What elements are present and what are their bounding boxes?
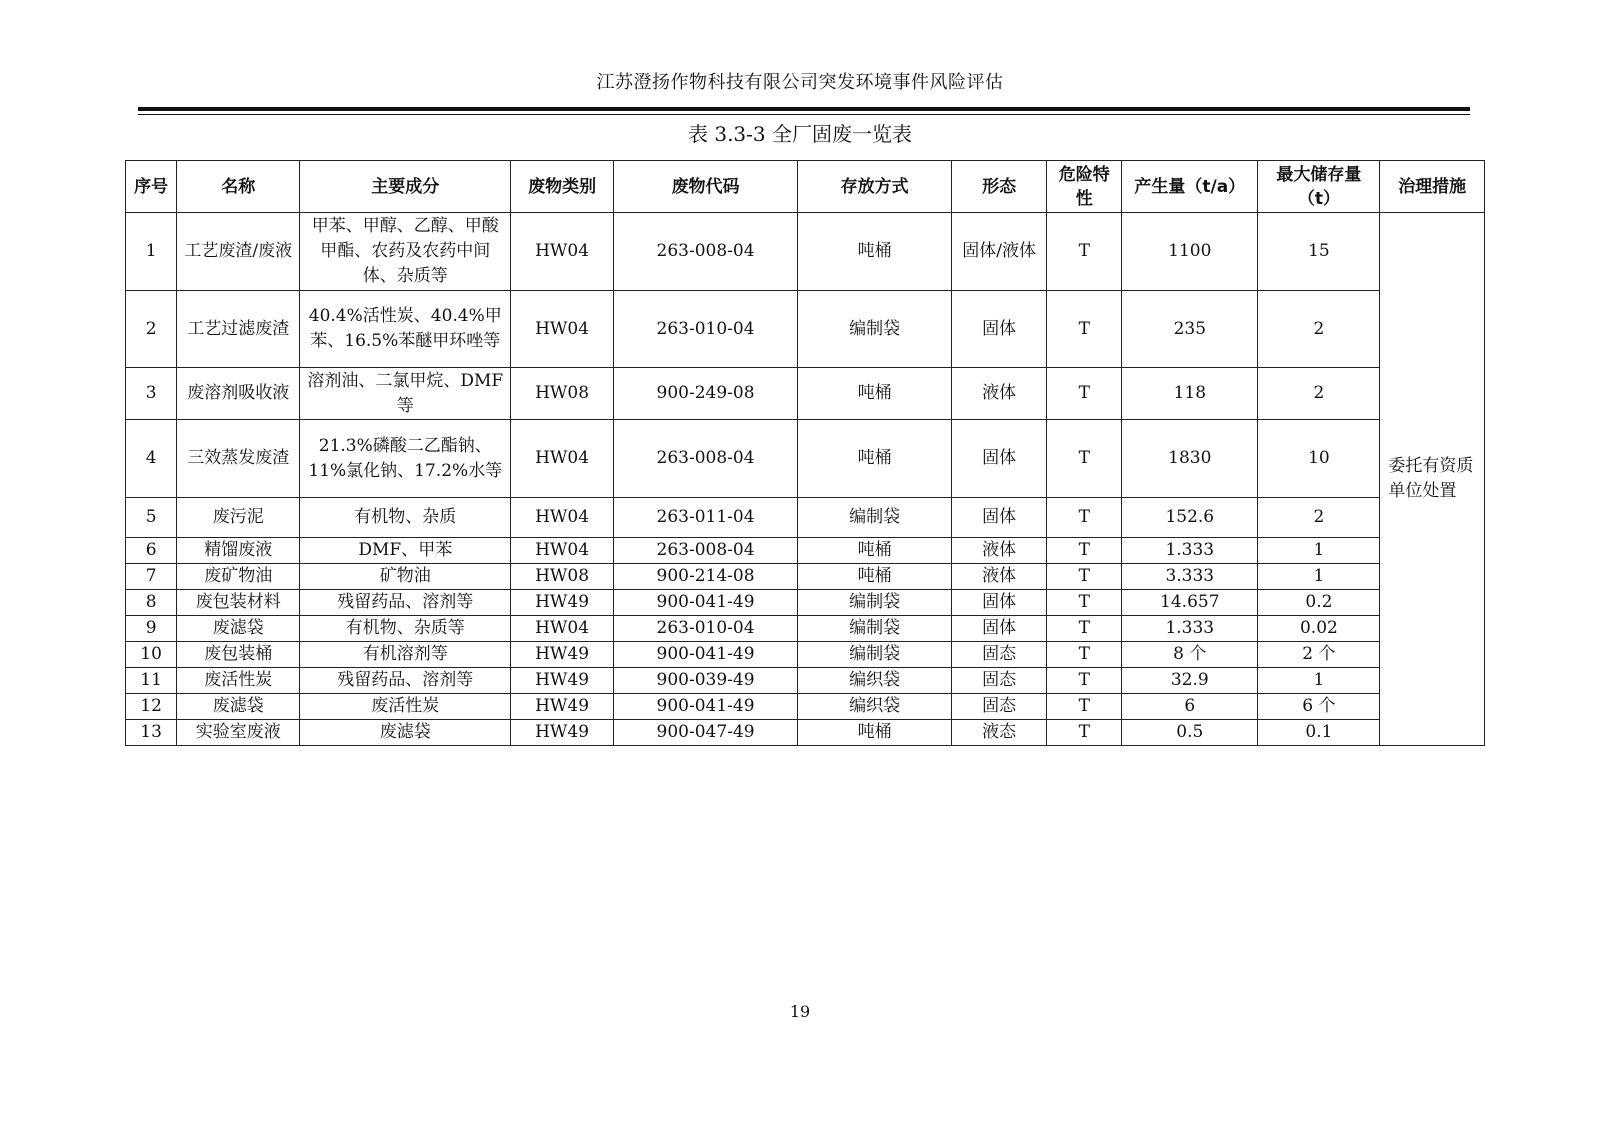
cell-composition: 残留药品、溶剂等 xyxy=(300,590,511,616)
cell-form: 液体 xyxy=(952,564,1047,590)
cell-code: 900-039-49 xyxy=(613,668,797,694)
cell-form: 固体 xyxy=(952,291,1047,368)
cell-max-storage: 15 xyxy=(1258,213,1380,291)
header-rule-thin xyxy=(138,114,1470,115)
cell-code: 263-011-04 xyxy=(613,498,797,538)
cell-annual-output: 1.333 xyxy=(1122,538,1258,564)
cell-seq: 8 xyxy=(126,590,177,616)
cell-max-storage: 2 个 xyxy=(1258,642,1380,668)
cell-code: 900-041-49 xyxy=(613,642,797,668)
cell-max-storage: 0.2 xyxy=(1258,590,1380,616)
cell-name: 废包装桶 xyxy=(177,642,300,668)
cell-category: HW49 xyxy=(511,694,613,720)
cell-name: 实验室废液 xyxy=(177,720,300,746)
cell-storage: 编制袋 xyxy=(798,642,952,668)
header-rule-thick xyxy=(138,107,1470,111)
cell-storage: 吨桶 xyxy=(798,420,952,498)
document-header: 江苏澄扬作物科技有限公司突发环境事件风险评估 xyxy=(596,72,1004,93)
cell-composition: 残留药品、溶剂等 xyxy=(300,668,511,694)
cell-composition: 40.4%活性炭、40.4%甲苯、16.5%苯醚甲环唑等 xyxy=(300,291,511,368)
cell-seq: 2 xyxy=(126,291,177,368)
cell-name: 三效蒸发废渣 xyxy=(177,420,300,498)
cell-annual-output: 152.6 xyxy=(1122,498,1258,538)
cell-storage: 编制袋 xyxy=(798,616,952,642)
cell-storage: 吨桶 xyxy=(798,368,952,420)
cell-seq: 12 xyxy=(126,694,177,720)
cell-hazard: T xyxy=(1047,616,1122,642)
table-caption: 表 3.3-3 全厂固废一览表 xyxy=(687,122,912,146)
cell-annual-output: 14.657 xyxy=(1122,590,1258,616)
cell-seq: 7 xyxy=(126,564,177,590)
cell-hazard: T xyxy=(1047,291,1122,368)
cell-form: 液态 xyxy=(952,720,1047,746)
header-cell: 最大储存量（t） xyxy=(1258,161,1380,213)
table-row xyxy=(126,420,1485,498)
cell-name: 废污泥 xyxy=(177,498,300,538)
cell-form: 固体 xyxy=(952,590,1047,616)
cell-composition: 废活性炭 xyxy=(300,694,511,720)
cell-category: HW49 xyxy=(511,720,613,746)
cell-max-storage: 1 xyxy=(1258,538,1380,564)
cell-hazard: T xyxy=(1047,720,1122,746)
cell-category: HW04 xyxy=(511,420,613,498)
cell-treatment: 委托有资质单位处置 xyxy=(1380,213,1485,746)
cell-form: 固态 xyxy=(952,668,1047,694)
cell-storage: 编制袋 xyxy=(798,291,952,368)
cell-form: 固体 xyxy=(952,498,1047,538)
cell-code: 900-047-49 xyxy=(613,720,797,746)
cell-composition: 甲苯、甲醇、乙醇、甲酸甲酯、农药及农药中间体、杂质等 xyxy=(300,213,511,291)
table-row xyxy=(126,668,1485,694)
cell-form: 固态 xyxy=(952,642,1047,668)
cell-seq: 5 xyxy=(126,498,177,538)
cell-composition: 矿物油 xyxy=(300,564,511,590)
cell-category: HW08 xyxy=(511,564,613,590)
cell-storage: 吨桶 xyxy=(798,213,952,291)
cell-composition: 21.3%磷酸二乙酯钠、11%氯化钠、17.2%水等 xyxy=(300,420,511,498)
cell-seq: 6 xyxy=(126,538,177,564)
cell-name: 废包装材料 xyxy=(177,590,300,616)
cell-code: 263-010-04 xyxy=(613,616,797,642)
cell-composition: 有机物、杂质等 xyxy=(300,616,511,642)
header-cell: 废物代码 xyxy=(613,161,797,213)
cell-code: 900-041-49 xyxy=(613,590,797,616)
cell-composition: 有机物、杂质 xyxy=(300,498,511,538)
header-cell: 存放方式 xyxy=(798,161,952,213)
cell-name: 精馏废液 xyxy=(177,538,300,564)
cell-category: HW49 xyxy=(511,590,613,616)
cell-max-storage: 6 个 xyxy=(1258,694,1380,720)
table-row xyxy=(126,538,1485,564)
cell-hazard: T xyxy=(1047,642,1122,668)
header-cell: 序号 xyxy=(126,161,177,213)
cell-storage: 编制袋 xyxy=(798,498,952,538)
cell-category: HW49 xyxy=(511,668,613,694)
cell-composition: 废滤袋 xyxy=(300,720,511,746)
cell-composition: 有机溶剂等 xyxy=(300,642,511,668)
cell-form: 液体 xyxy=(952,368,1047,420)
cell-hazard: T xyxy=(1047,498,1122,538)
cell-name: 废矿物油 xyxy=(177,564,300,590)
cell-name: 工艺废渣/废液 xyxy=(177,213,300,291)
cell-hazard: T xyxy=(1047,213,1122,291)
table-row xyxy=(126,694,1485,720)
solid-waste-table xyxy=(125,160,1485,746)
table-row xyxy=(126,616,1485,642)
cell-annual-output: 0.5 xyxy=(1122,720,1258,746)
cell-code: 263-008-04 xyxy=(613,420,797,498)
cell-hazard: T xyxy=(1047,564,1122,590)
cell-annual-output: 235 xyxy=(1122,291,1258,368)
header-cell: 危险特性 xyxy=(1047,161,1122,213)
header-cell: 治理措施 xyxy=(1380,161,1485,213)
cell-form: 液体 xyxy=(952,538,1047,564)
cell-code: 263-010-04 xyxy=(613,291,797,368)
table-row xyxy=(126,498,1485,538)
table-row xyxy=(126,564,1485,590)
header-cell: 形态 xyxy=(952,161,1047,213)
cell-max-storage: 1 xyxy=(1258,668,1380,694)
cell-form: 固体 xyxy=(952,420,1047,498)
cell-max-storage: 2 xyxy=(1258,498,1380,538)
cell-seq: 3 xyxy=(126,368,177,420)
cell-hazard: T xyxy=(1047,694,1122,720)
cell-category: HW08 xyxy=(511,368,613,420)
cell-category: HW49 xyxy=(511,642,613,668)
cell-code: 900-041-49 xyxy=(613,694,797,720)
header-cell: 废物类别 xyxy=(511,161,613,213)
cell-form: 固体/液体 xyxy=(952,213,1047,291)
cell-name: 废滤袋 xyxy=(177,616,300,642)
cell-seq: 11 xyxy=(126,668,177,694)
cell-storage: 吨桶 xyxy=(798,538,952,564)
table-row xyxy=(126,720,1485,746)
table-row xyxy=(126,213,1485,291)
cell-hazard: T xyxy=(1047,368,1122,420)
cell-annual-output: 6 xyxy=(1122,694,1258,720)
cell-composition: 溶剂油、二氯甲烷、DMF 等 xyxy=(300,368,511,420)
cell-hazard: T xyxy=(1047,668,1122,694)
cell-code: 263-008-04 xyxy=(613,213,797,291)
cell-max-storage: 0.02 xyxy=(1258,616,1380,642)
cell-category: HW04 xyxy=(511,213,613,291)
cell-max-storage: 10 xyxy=(1258,420,1380,498)
cell-max-storage: 2 xyxy=(1258,291,1380,368)
cell-max-storage: 0.1 xyxy=(1258,720,1380,746)
cell-code: 263-008-04 xyxy=(613,538,797,564)
cell-name: 工艺过滤废渣 xyxy=(177,291,300,368)
table-header-row xyxy=(126,161,1485,213)
cell-code: 900-249-08 xyxy=(613,368,797,420)
cell-storage: 吨桶 xyxy=(798,720,952,746)
cell-name: 废溶剂吸收液 xyxy=(177,368,300,420)
cell-category: HW04 xyxy=(511,498,613,538)
header-cell: 产生量（t/a） xyxy=(1122,161,1258,213)
cell-category: HW04 xyxy=(511,538,613,564)
cell-seq: 13 xyxy=(126,720,177,746)
header-cell: 主要成分 xyxy=(300,161,511,213)
table-row xyxy=(126,590,1485,616)
cell-name: 废活性炭 xyxy=(177,668,300,694)
cell-form: 固体 xyxy=(952,616,1047,642)
header-cell: 名称 xyxy=(177,161,300,213)
cell-storage: 编织袋 xyxy=(798,668,952,694)
page-number: 19 xyxy=(789,1002,811,1021)
cell-annual-output: 32.9 xyxy=(1122,668,1258,694)
cell-composition: DMF、甲苯 xyxy=(300,538,511,564)
cell-code: 900-214-08 xyxy=(613,564,797,590)
cell-category: HW04 xyxy=(511,291,613,368)
cell-annual-output: 3.333 xyxy=(1122,564,1258,590)
cell-name: 废滤袋 xyxy=(177,694,300,720)
cell-seq: 10 xyxy=(126,642,177,668)
cell-hazard: T xyxy=(1047,590,1122,616)
cell-hazard: T xyxy=(1047,538,1122,564)
cell-max-storage: 2 xyxy=(1258,368,1380,420)
cell-form: 固态 xyxy=(952,694,1047,720)
cell-storage: 吨桶 xyxy=(798,564,952,590)
cell-seq: 9 xyxy=(126,616,177,642)
cell-seq: 1 xyxy=(126,213,177,291)
cell-max-storage: 1 xyxy=(1258,564,1380,590)
cell-annual-output: 1830 xyxy=(1122,420,1258,498)
cell-annual-output: 118 xyxy=(1122,368,1258,420)
cell-storage: 编织袋 xyxy=(798,694,952,720)
cell-annual-output: 1100 xyxy=(1122,213,1258,291)
table-row xyxy=(126,642,1485,668)
cell-seq: 4 xyxy=(126,420,177,498)
cell-hazard: T xyxy=(1047,420,1122,498)
cell-storage: 编制袋 xyxy=(798,590,952,616)
table-row xyxy=(126,291,1485,368)
cell-annual-output: 1.333 xyxy=(1122,616,1258,642)
cell-category: HW04 xyxy=(511,616,613,642)
table-row xyxy=(126,368,1485,420)
cell-annual-output: 8 个 xyxy=(1122,642,1258,668)
